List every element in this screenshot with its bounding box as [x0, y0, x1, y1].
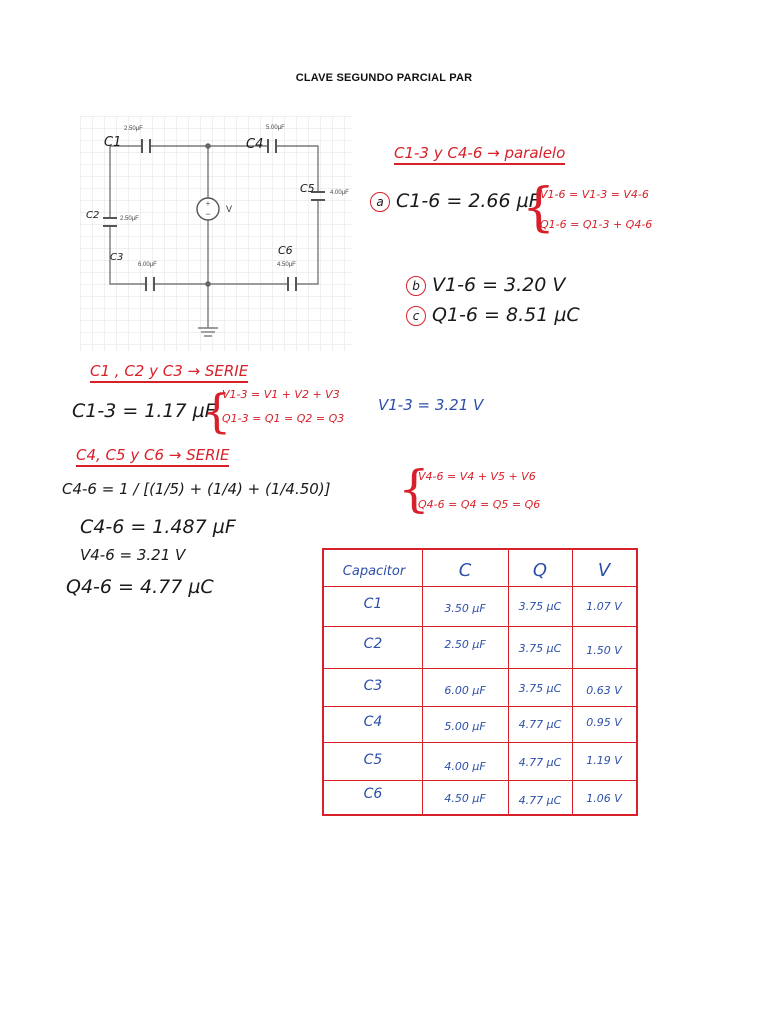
c4-value: 5.00µF [266, 125, 285, 131]
series1-eq: C1-3 = 1.17 µF [72, 400, 216, 422]
circuit-diagram [80, 116, 352, 351]
table-cell-q: 4.77 µC [518, 756, 562, 769]
table-cell-v: 0.63 V [586, 684, 622, 697]
c2-label: C2 [86, 210, 100, 221]
table-rule [324, 586, 636, 587]
header-capacitor: Capacitor [342, 564, 406, 579]
svg-text:−: − [205, 209, 211, 219]
table-cell-q: 4.77 µC [518, 794, 562, 807]
series2-v-result: V4-6 = 3.21 V [80, 546, 186, 564]
table-cell-q: 4.77 µC [518, 718, 562, 731]
brace-series2: { [398, 460, 430, 518]
answer-a [370, 190, 540, 212]
parallel-heading: C1-3 y C4-6 → paralelo [394, 144, 565, 165]
table-cell-q: 3.75 µC [518, 600, 562, 613]
answer-c [406, 304, 580, 326]
c1-label: C1 [104, 135, 122, 150]
header-q: Q [532, 560, 548, 581]
table-rule [324, 626, 636, 627]
marker-b: b [406, 276, 426, 296]
table-cell-v: 1.07 V [586, 600, 622, 613]
table-cell-q: 3.75 µC [518, 642, 562, 655]
c6-value: 4.50µF [277, 262, 296, 268]
parallel-rule-q: Q1-6 = Q1-3 + Q4-6 [540, 218, 653, 231]
c1-value: 2.50µF [124, 126, 143, 132]
answer-b [406, 274, 565, 296]
table-cell-c: 2.50 µF [444, 638, 486, 651]
series2-q-result: Q4-6 = 4.77 µC [66, 576, 214, 598]
series1-rule-v: V1-3 = V1 + V2 + V3 [222, 388, 340, 401]
table-cell-cap: C4 [363, 714, 383, 730]
series2-rule-v: V4-6 = V4 + V5 + V6 [418, 470, 536, 483]
c3-value: 6.00µF [138, 262, 157, 268]
table-cell-q: 3.75 µC [518, 682, 562, 695]
table-cell-c: 3.50 µF [444, 602, 486, 615]
series2-rule-q: Q4-6 = Q4 = Q5 = Q6 [418, 498, 541, 511]
c2-value: 2.50µF [120, 216, 139, 222]
c6-label: C6 [278, 244, 293, 257]
table-divider [422, 550, 423, 814]
table-cell-v: 1.19 V [586, 754, 622, 767]
series2-formula: C4-6 = 1 / [(1/5) + (1/4) + (1/4.50)] [62, 480, 331, 498]
table-cell-c: 4.00 µF [444, 760, 486, 773]
answer-a-eq: C1-6 = 2.66 µF [396, 190, 540, 212]
answer-c-eq: Q1-6 = 8.51 µC [432, 304, 580, 326]
table-rule [324, 742, 636, 743]
table-cell-c: 6.00 µF [444, 684, 486, 697]
brace-series1: { [202, 384, 232, 438]
grid-background [80, 116, 352, 351]
table-cell-cap: C5 [363, 752, 383, 768]
table-cell-c: 4.50 µF [444, 792, 486, 805]
table-cell-c: 5.00 µF [444, 720, 486, 733]
table-rule [324, 668, 636, 669]
c5-label: C5 [300, 182, 315, 195]
header-c: C [458, 560, 472, 581]
table-cell-cap: C6 [363, 786, 383, 802]
table-cell-cap: C2 [363, 636, 383, 652]
svg-text:+: + [205, 199, 211, 208]
parallel-rule-v: V1-6 = V1-3 = V4-6 [540, 188, 649, 201]
series1-voltage-note: V1-3 = 3.21 V [378, 396, 484, 414]
table-rule [324, 706, 636, 707]
c5-value: 4.00µF [330, 190, 349, 196]
marker-c: c [406, 306, 426, 326]
series1-heading: C1 , C2 y C3 → SERIE [90, 362, 248, 383]
table-cell-cap: C3 [363, 678, 383, 694]
results-table [322, 548, 638, 816]
series1-rule-q: Q1-3 = Q1 = Q2 = Q3 [222, 412, 345, 425]
table-cell-v: 1.50 V [586, 644, 622, 657]
table-cell-v: 0.95 V [586, 716, 622, 729]
c3-label: C3 [110, 252, 124, 263]
source-label: V [226, 204, 233, 214]
table-cell-cap: C1 [363, 596, 383, 612]
c4-label: C4 [246, 137, 264, 152]
series2-c-result: C4-6 = 1.487 µF [80, 516, 236, 538]
table-divider [572, 550, 573, 814]
header-v: V [597, 560, 611, 581]
page-title: CLAVE SEGUNDO PARCIAL PAR [295, 72, 473, 84]
series2-heading: C4, C5 y C6 → SERIE [76, 446, 229, 467]
answer-b-eq: V1-6 = 3.20 V [432, 274, 566, 296]
table-cell-v: 1.06 V [586, 792, 622, 805]
brace-parallel: { [522, 178, 556, 238]
table-rule [324, 780, 636, 781]
marker-a: a [370, 192, 390, 212]
